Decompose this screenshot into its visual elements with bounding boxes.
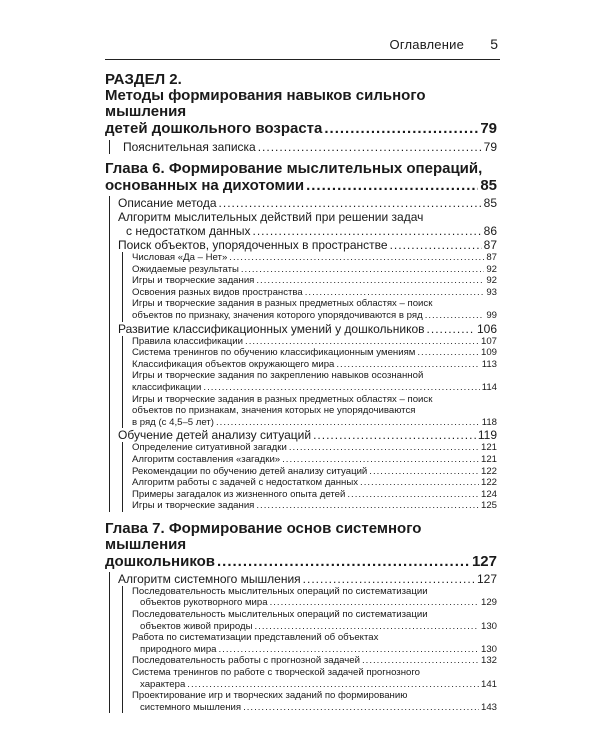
subentry-title-line: Последовательность мыслительных операций по систематизации xyxy=(132,609,428,621)
entry-page: 127 xyxy=(476,571,497,586)
subentry-page: 107 xyxy=(480,335,497,347)
subentry-page: 92 xyxy=(486,263,497,275)
chapter-title-line: Глава 6. Формирование мыслительных операций, xyxy=(105,160,483,177)
subentry-page: 114 xyxy=(481,381,497,393)
dot-leader xyxy=(203,382,479,394)
subentry-title-line: Последовательность мыслительных операций по систематизации xyxy=(132,585,428,597)
subentry-title: объектов живой природы xyxy=(140,620,253,632)
dot-leader xyxy=(390,238,482,252)
toc-subentry-multiline[interactable] xyxy=(132,609,497,632)
dot-leader xyxy=(369,466,479,478)
chapter-title-entry[interactable] xyxy=(105,553,497,570)
subentry-title-line: Работа по систематизации представлений об объектах xyxy=(132,632,379,644)
chapter-6-items xyxy=(109,196,497,512)
dot-leader xyxy=(282,454,479,466)
dot-leader xyxy=(347,489,479,501)
toc-subentry[interactable] xyxy=(132,347,497,359)
subentry-title: Игры и творческие задания xyxy=(132,275,255,287)
dot-leader xyxy=(427,322,475,336)
subentry-title: Алгоритм составления «загадки» xyxy=(132,453,281,465)
toc-subentry-multiline[interactable] xyxy=(132,370,497,393)
dot-leader xyxy=(313,428,476,442)
entry-title: Пояснительная записка xyxy=(123,140,256,154)
subentry-page: 99 xyxy=(486,309,497,321)
entry-page: 119 xyxy=(477,428,497,443)
subentry-page: 87 xyxy=(486,252,497,263)
toc-entry[interactable] xyxy=(123,140,497,154)
subentry-title-line: Игры и творческие задания по закреплению навыков осознанной xyxy=(132,370,424,382)
entry-title: Развитие классификационных умений у дошкольников xyxy=(118,321,425,336)
running-head xyxy=(0,37,600,57)
dot-leader xyxy=(256,500,479,512)
chapter-title-entry[interactable] xyxy=(105,177,497,194)
running-head-title: Оглавление xyxy=(389,37,464,52)
subentry-title: объектов по признаку, значения которого упорядочиваются в ряд xyxy=(132,309,423,321)
toc-subentry-multiline[interactable] xyxy=(132,586,497,609)
toc-subentry[interactable] xyxy=(132,655,497,667)
subentry-page: 141 xyxy=(480,678,497,690)
dot-leader xyxy=(360,477,479,489)
chapter-7-items xyxy=(109,572,497,714)
toc-subentry-multiline[interactable] xyxy=(132,298,497,321)
subentry-title: Алгоритм работы с задачей с недостатком данных xyxy=(132,477,359,489)
subentry-title: системного мышления xyxy=(140,701,242,713)
toc-subentry[interactable] xyxy=(132,287,497,299)
dot-leader xyxy=(270,597,479,609)
chapter-title-line: Глава 7. Формирование основ системного мышления xyxy=(105,519,422,553)
dot-leader xyxy=(229,252,484,264)
toc-subentry[interactable] xyxy=(132,359,497,371)
section-label: РАЗДЕЛ 2. xyxy=(105,71,182,88)
toc-entry[interactable] xyxy=(118,238,497,252)
subitems xyxy=(122,586,497,714)
toc-subentry-multiline[interactable] xyxy=(132,394,497,429)
entry-page: 85 xyxy=(483,196,497,210)
toc-subentry[interactable] xyxy=(132,264,497,276)
dot-leader xyxy=(187,679,479,691)
entry-page: 79 xyxy=(483,140,497,154)
subentry-page: 109 xyxy=(480,347,497,359)
chapter-title-last: дошкольников xyxy=(105,552,216,570)
subentry-page: 118 xyxy=(481,416,497,428)
toc-subentry-multiline[interactable] xyxy=(132,667,497,690)
subentry-title: Примеры загадалок из жизненного опыта детей xyxy=(132,488,346,500)
subitems xyxy=(122,336,497,429)
toc-subentry[interactable] xyxy=(132,500,497,512)
chapter-page: 85 xyxy=(480,177,497,194)
subentry-page: 122 xyxy=(480,477,497,489)
header-rule xyxy=(105,59,500,60)
toc-subentry[interactable] xyxy=(132,489,497,501)
subentry-page: 122 xyxy=(480,465,497,477)
toc-subentry-multiline[interactable] xyxy=(132,690,497,713)
dot-leader xyxy=(253,224,482,238)
subentry-title-line: Игры и творческие задания в разных предметных областях – поиск xyxy=(132,393,433,405)
subentry-title: Числовая «Да – Нет» xyxy=(132,252,228,263)
subentry-page: 132 xyxy=(480,655,497,667)
entry-page: 87 xyxy=(483,238,497,252)
subentry-page: 125 xyxy=(480,500,497,512)
subentry-title: характера xyxy=(140,678,186,690)
dot-leader xyxy=(245,336,479,348)
subentry-page: 130 xyxy=(480,620,497,632)
toc-subentry[interactable] xyxy=(132,336,497,348)
subentry-title: Последовательность работы с прогнозной задачей xyxy=(132,655,360,667)
subentry-page: 129 xyxy=(480,597,497,609)
page-number: 5 xyxy=(490,36,498,52)
dot-leader xyxy=(362,655,479,667)
dot-leader xyxy=(258,140,482,154)
entry-title: с недостатком данных xyxy=(126,224,251,238)
subentry-page: 130 xyxy=(480,643,497,655)
toc-subentry[interactable] xyxy=(132,477,497,489)
subentry-title: природного мира xyxy=(140,643,217,655)
dot-leader xyxy=(255,621,479,633)
dot-leader xyxy=(306,177,478,194)
toc-subentry-multiline[interactable] xyxy=(132,632,497,655)
subentry-title-line: объектов по признакам, значения которых не упорядочиваются xyxy=(132,405,416,417)
section-page: 79 xyxy=(480,120,497,137)
dot-leader xyxy=(241,264,484,276)
subentry-title: Система тренингов по обучению классификационным умениям xyxy=(132,347,416,359)
subentry-title: объектов рукотворного мира xyxy=(140,597,268,609)
subentry-title-line: Проектирование игр и творческих заданий по формированию xyxy=(132,690,408,702)
toc-entry[interactable] xyxy=(118,572,497,586)
entry-title: Обучение детей анализу ситуаций xyxy=(118,428,312,443)
entry-page: 106 xyxy=(476,321,497,336)
chapter-6 xyxy=(105,161,497,512)
entry-page: 86 xyxy=(483,224,497,238)
toc-subentry[interactable] xyxy=(132,275,497,287)
dot-leader xyxy=(243,702,479,714)
subentry-page: 121 xyxy=(480,442,497,454)
entry-title: Алгоритм системного мышления xyxy=(118,571,301,586)
subentry-title: Игры и творческие задания xyxy=(132,500,255,512)
entry-title: Поиск объектов, упорядоченных в пространстве xyxy=(118,238,388,252)
dot-leader xyxy=(303,572,475,586)
toc-entry-multiline[interactable] xyxy=(118,210,497,238)
subentry-title: Правила классификации xyxy=(132,335,244,347)
subentry-title: Определение ситуативной загадки xyxy=(132,442,287,454)
dot-leader xyxy=(425,310,485,322)
dot-leader xyxy=(289,442,479,454)
subentry-title: Ожидаемые результаты xyxy=(132,263,239,275)
section-items xyxy=(109,140,497,154)
subentry-title-line: Игры и творческие задания в разных предметных областях – поиск xyxy=(132,298,433,310)
subentry-page: 121 xyxy=(480,453,497,465)
dot-leader xyxy=(256,275,484,287)
chapter-7 xyxy=(105,521,497,714)
subentry-page: 124 xyxy=(480,488,497,500)
entry-title-line: Алгоритм мыслительных действий при решении задач xyxy=(118,210,424,224)
subentry-page: 92 xyxy=(486,275,497,287)
toc-entry[interactable] xyxy=(118,322,497,336)
subentry-title: Освоения разных видов пространства xyxy=(132,286,303,298)
toc-subentry[interactable] xyxy=(132,466,497,478)
subentry-title-line: Система тренингов по работе с творческой задачей прогнозного xyxy=(132,667,420,679)
toc-entry[interactable] xyxy=(118,196,497,210)
subentry-page: 93 xyxy=(486,286,497,298)
chapter-page: 127 xyxy=(471,552,497,570)
dot-leader xyxy=(219,196,482,210)
section-title-entry[interactable] xyxy=(105,120,497,137)
dot-leader xyxy=(217,553,470,570)
dot-leader xyxy=(324,120,478,137)
subentry-title: в ряд (с 4,5–5 лет) xyxy=(132,416,214,428)
toc-subentry[interactable] xyxy=(132,252,497,264)
subentry-page: 143 xyxy=(480,701,497,713)
section-title-last: детей дошкольного возраста xyxy=(105,120,323,137)
subentry-page: 113 xyxy=(481,358,497,370)
dot-leader xyxy=(305,287,485,299)
dot-leader xyxy=(336,359,479,371)
entry-title: Описание метода xyxy=(118,196,217,210)
subitems xyxy=(122,442,497,512)
dot-leader xyxy=(216,417,480,429)
toc-subentry[interactable] xyxy=(132,454,497,466)
subentry-title: классификации xyxy=(132,381,202,393)
chapter-title-last: основанных на дихотомии xyxy=(105,177,305,194)
subitems xyxy=(122,252,497,322)
subentry-title: Рекомендации по обучению детей анализу ситуаций xyxy=(132,465,368,477)
section-title-line: Методы формирования навыков сильного мышления xyxy=(105,87,426,120)
toc-subentry[interactable] xyxy=(132,442,497,454)
subentry-title: Классификация объектов окружающего мира xyxy=(132,358,335,370)
dot-leader xyxy=(219,644,479,656)
dot-leader xyxy=(417,347,479,359)
toc-entry[interactable] xyxy=(118,428,497,442)
table-of-contents xyxy=(105,70,497,713)
